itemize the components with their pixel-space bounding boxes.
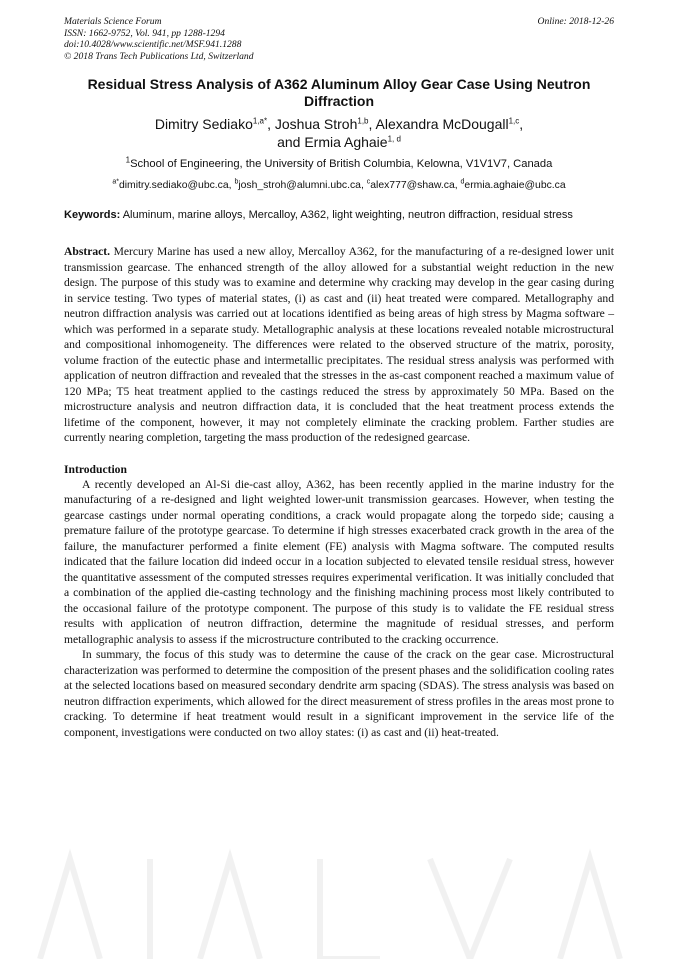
- author-name: Dimitry Sediako: [154, 116, 253, 132]
- email-sup: a*: [112, 178, 119, 186]
- author-name: Alexandra McDougall: [375, 116, 509, 132]
- email-sup: c: [366, 178, 371, 186]
- affiliation-text: School of Engineering, the University of British Columbia, Kelowna, V1V1V7, Canada: [130, 158, 553, 170]
- author-separator: ,: [368, 116, 376, 132]
- affiliation-sup: 1: [125, 155, 131, 165]
- journal-header: [64, 16, 614, 62]
- email-address[interactable]: alex777@shaw.ca: [370, 180, 455, 191]
- introduction-paragraph: In summary, the focus of this study was to determine the cause of the crack on the gear case. Microstructural characterization was performed to determine the composition of the present phases and the solidification cooling rates at the selected locations based on measured secondary dendrite arm spacing (SDAS). The stress analysis was based on neutron diffraction experiments, which allowed for the direct measurement of stress profiles in the areas most prone to cracking. To determine if heat treatment would result in a significant improvement in the service life of the component, investigations were conducted on two alloy states: (i) as cast and (ii) heat-treated.: [64, 648, 614, 739]
- email-separator: ,: [360, 180, 367, 191]
- keywords-block: [64, 209, 614, 222]
- background-watermark: [0, 839, 678, 959]
- keywords-label: Keywords:: [64, 209, 121, 221]
- email-list: [64, 179, 614, 193]
- abstract-text: Mercury Marine has used a new alloy, Mercalloy A362, for the manufacturing of a re-designed lower unit transmission gearcase. The enhanced strength of the alloy allowed for a substantial weight reduction in the new design. The purpose of this study was to examine and determine why cracking may develop in the gear casing during in service testing. Two types of material states, (i) as cast and (ii) heat treated were compared. Metallography and neutron diffraction analysis was carried out at locations identified as being areas of high stress by Magma software – which was performed in a separate study. Metallographic analysis at these locations revealed notable microstructural and compositional inhomogeneity. The differences were related to the observed structure of the matrix, porosity, volume fraction of the eutectic phase and intermetallic precipitates. The residual stress analysis was performed with application of neutron diffraction and revealed that the stresses in the as-cast component reached a maximum value of 120 MPa; T5 heat treatment applied to the castings reduced the stress by approximately 50 MPa. Based on the microstructure analysis and neutron diffraction data, it is concluded that the heat treatment process extends the lifetime of the component, however, it may not completely eliminate the cracking problem. Farther studies are currently nearing completion, targeting the mass production of the redesigned gearcase.: [64, 245, 614, 445]
- abstract-label: Abstract.: [64, 245, 111, 259]
- email-sup: d: [460, 178, 465, 186]
- abstract-block: [64, 244, 614, 446]
- paper-title: Residual Stress Analysis of A362 Aluminum Alloy Gear Case Using Neutron Diffraction: [87, 76, 591, 109]
- author-name: Joshua Stroh: [274, 116, 358, 132]
- author-list: [64, 115, 614, 151]
- paper-page: [64, 16, 614, 740]
- doi-line: doi:10.4028/www.scientific.net/MSF.941.1288: [64, 39, 242, 50]
- email-address[interactable]: ermia.aghaie@ubc.ca: [464, 180, 566, 191]
- introduction-paragraph: A recently developed an Al-Si die-cast alloy, A362, has been recently applied in the marine industry for the manufacturing of a re-designed and light weighted lower-unit transmission gearcases. However, when testing the gearcase castings under normal operating conditions, a crack would propagate along the torpedo side; causing a premature failure of the prototype gearcase. To determine if high stresses exacerbated crack growth in the area of the failure, the manufacturer performed a finite element (FE) analysis with Magma software. The computed results indicated that the failure location did indeed occur in a location subjected to elevated tensile residual stress, however the quantitative assessment of the computed stresses requires experimental verification. It was initially concluded that a combination of the applied die-casting technology and the finishing machining process most likely contributed to the occasional failure of the prototype component. The purpose of this study is to validate the FE residual stress results with application of neutron diffraction, determine the magnitude of residual stresses, and perform metallographic analysis to assess if the microstructure contributed to the cracking occurrence.: [64, 477, 614, 646]
- email-separator: ,: [228, 180, 235, 191]
- email-address[interactable]: josh_stroh@alumni.ubc.ca: [238, 180, 361, 191]
- copyright-line: © 2018 Trans Tech Publications Ltd, Switzerland: [64, 50, 254, 62]
- author-sup: 1,b: [357, 116, 369, 126]
- author-name: Ermia Aghaie: [304, 134, 388, 150]
- author-sup: 1,c: [508, 116, 520, 126]
- journal-name: Materials Science Forum: [64, 16, 162, 27]
- issn-line: ISSN: 1662-9752, Vol. 941, pp 1288-1294: [64, 27, 225, 39]
- keywords-text: Aluminum, marine alloys, Mercalloy, A362, light weighting, neutron diffraction, residual stress: [122, 209, 573, 221]
- author-sup: 1, d: [387, 134, 401, 144]
- email-separator: ,: [454, 180, 461, 191]
- author-separator: ,: [267, 116, 275, 132]
- author-sup: 1,a*: [252, 116, 268, 126]
- author-separator: ,: [519, 116, 524, 132]
- author-separator: and: [277, 134, 305, 150]
- introduction-heading: Introduction: [64, 462, 127, 476]
- email-sup: b: [234, 178, 239, 186]
- email-address[interactable]: dimitry.sediako@ubc.ca: [118, 180, 229, 191]
- online-date: Online: 2018-12-26: [537, 16, 614, 27]
- affiliation: [64, 157, 614, 171]
